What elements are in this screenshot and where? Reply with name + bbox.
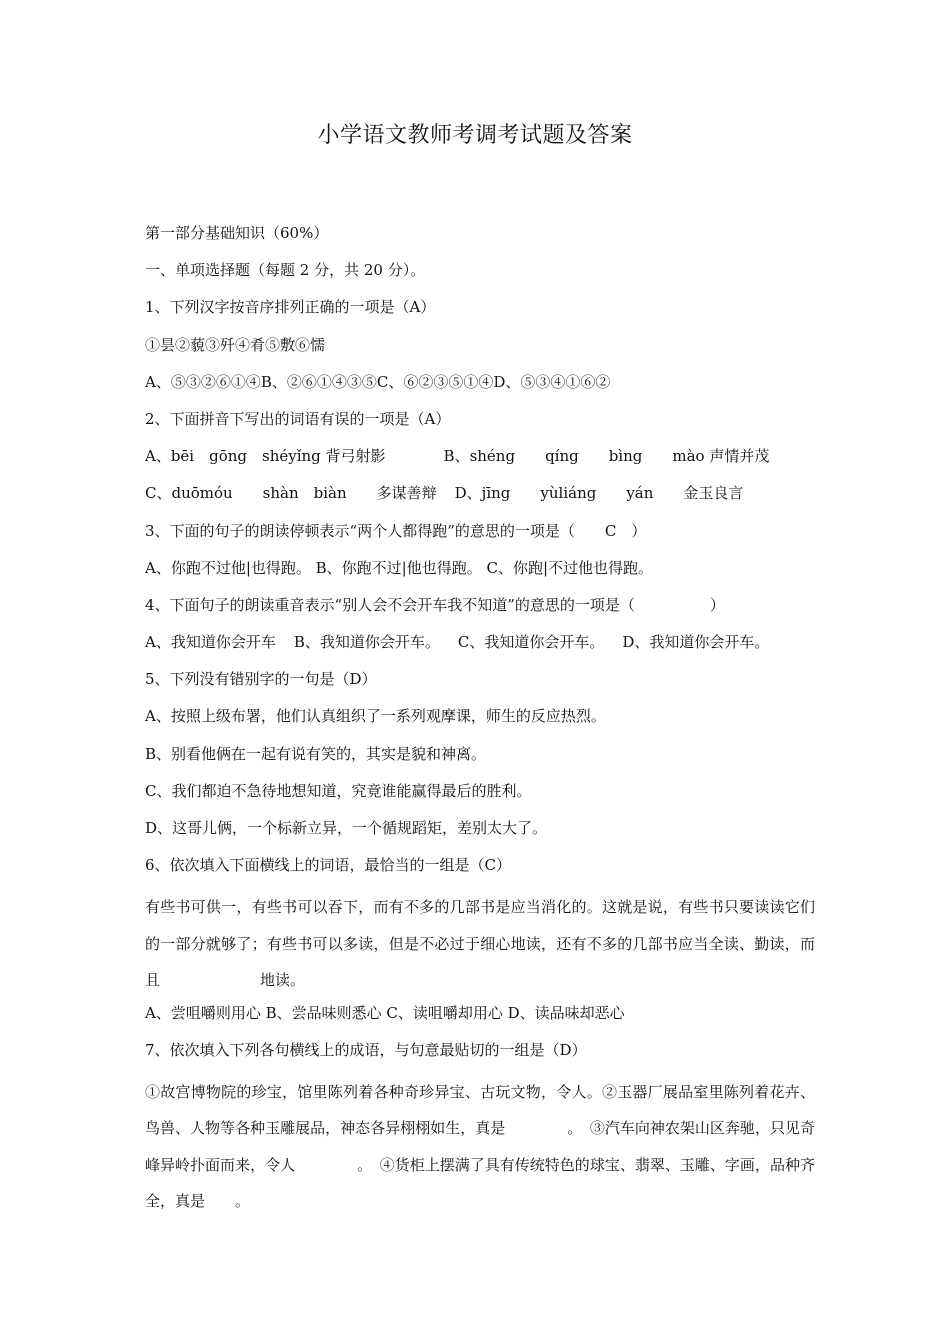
question-4-stem: 4、下面句子的朗读重音表示“别人会不会开车我不知道”的意思的一项是（ ） — [145, 595, 725, 614]
question-3-options: A、你跑不过他|也得跑。 B、你跑不过|他也得跑。 C、你跑|不过他也得跑。 — [145, 558, 654, 577]
question-2-options-ab — [145, 443, 815, 480]
question-3-stem: 3、下面的句子的朗读停顿表示“两个人都得跑”的意思的一项是（ C ） — [145, 521, 647, 540]
question-7-part-4: 。 — [235, 1192, 251, 1211]
question-4-option-b: B、我知道你会开车。 — [293, 633, 440, 652]
document-body — [145, 220, 815, 1221]
section-heading: 第一部分基础知识（60%） — [145, 224, 329, 242]
question-2-option-c: C、duōmóu shàn biàn 多谋善辩 — [145, 484, 437, 503]
question-6-options: A、尝咀嚼则用心 B、尝品味则悉心 C、读咀嚼却用心 D、读品味却恶心 — [145, 1003, 625, 1022]
question-5-stem: 5、下列没有错别字的一句是（D） — [145, 670, 377, 689]
question-7-part-3: 。 ④货柜上摆满了具有传统特色的球宝、翡翠、玉雕、字画，品种齐全，真是 — [145, 1155, 815, 1211]
question-1-options: A、⑤③②⑥①④B、②⑥①④③⑤C、⑥②③⑤①④D、⑤③④①⑥② — [145, 372, 611, 391]
question-5-option-c: C、我们都迫不急待地想知道，究竟谁能赢得最后的胜利。 — [145, 781, 532, 800]
question-6-passage — [145, 889, 815, 998]
question-4-options — [145, 629, 815, 666]
question-7-passage — [145, 1074, 815, 1220]
question-7-part-2: 。 ③汽车向神农架山区奔驰，只见奇峰异岭扑面而来，令人 — [145, 1119, 815, 1174]
question-2-options-cd — [145, 480, 815, 517]
question-5-option-b: B、别看他俩在一起有说有笑的，其实是貌和神离。 — [145, 744, 487, 763]
question-4-option-d: D、我知道你会开车。 — [622, 633, 770, 652]
question-1-stem: 1、下列汉字按音序排列正确的一项是（A） — [145, 298, 436, 317]
question-6-passage-text: 有些书可供一，有些书可以吞下，而有不多的几部书是应当消化的。这就是说，有些书只要读读它们的一部分就够了；有些书可以多读，但是不必过于细心地读，还有不多的几部书应当全读、勤读，而且 — [145, 898, 815, 990]
question-2-option-a: A、bēi gōng shéyǐng 背弓射影 — [145, 447, 386, 466]
question-6-passage-end: 地读。 — [260, 971, 306, 990]
question-2-option-d: D、jīng yùliáng yán 金玉良言 — [454, 484, 744, 503]
question-4-option-a: A、我知道你会开车 — [145, 633, 276, 652]
part-heading: 一、单项选择题（每题 2 分，共 20 分）。 — [145, 261, 426, 280]
question-5-option-d: D、这哥儿俩，一个标新立异，一个循规蹈矩，差别太大了。 — [145, 819, 548, 837]
question-4-option-c: C、我知道你会开车。 — [457, 633, 605, 652]
question-1-chars: ①昙②藐③歼④肴⑤敷⑥懦 — [145, 335, 326, 354]
question-5-option-a: A、按照上级布署，他们认真组织了一系列观摩课，师生的反应热烈。 — [145, 707, 606, 726]
question-2-stem: 2、下面拼音下写出的词语有误的一项是（A） — [145, 409, 451, 428]
question-7-stem: 7、依次填入下列各句横线上的成语，与句意最贴切的一组是（D） — [145, 1040, 587, 1059]
question-2-option-b: B、shéng qíng bìng mào 声情并茂 — [443, 447, 770, 466]
document-title: 小学语文教师考调考试题及答案 — [317, 123, 633, 148]
question-6-stem: 6、依次填入下面横线上的词语，最恰当的一组是（C） — [145, 856, 512, 875]
question-7-part-1: ①故宫博物院的珍宝，馆里陈列着各种奇珍异宝、古玩文物，令人。②玉器厂展品室里陈列着花卉、鸟兽、人物等各种玉雕展品，神态各异栩栩如生，真是 — [145, 1082, 815, 1138]
